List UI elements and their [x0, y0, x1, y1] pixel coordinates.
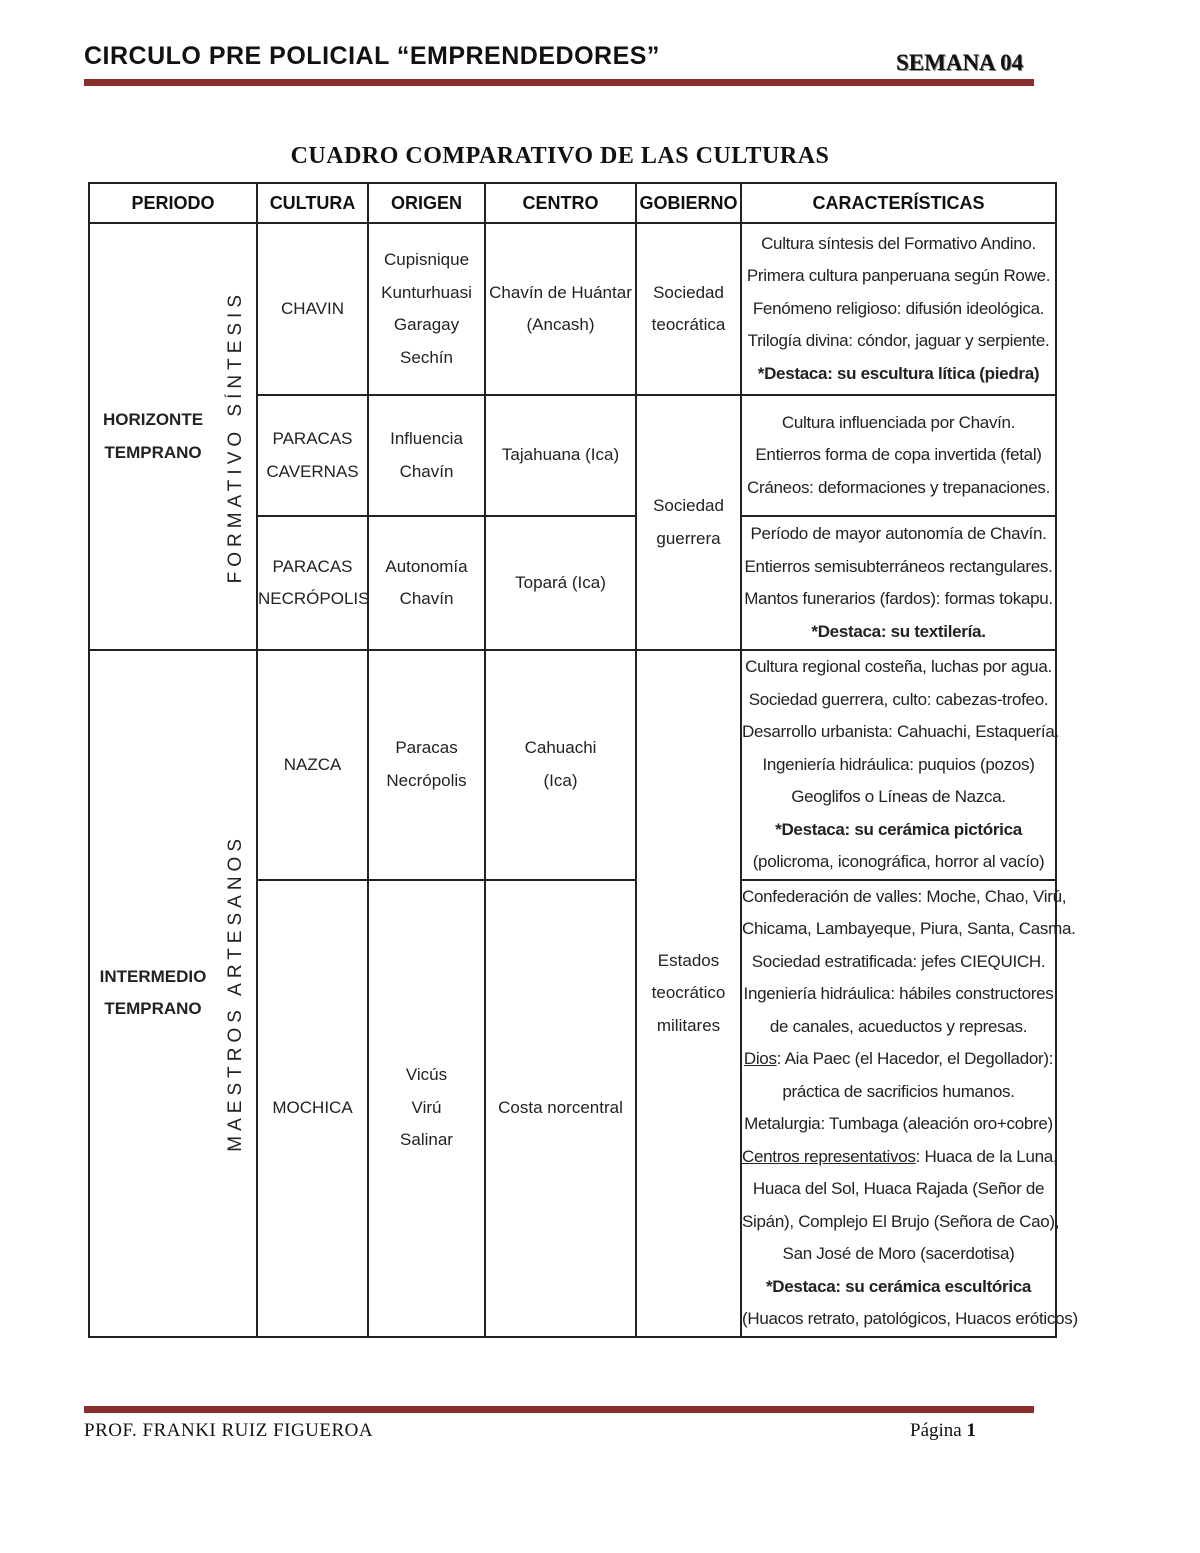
cultura-line: NECRÓPOLIS — [258, 589, 370, 608]
caracteristica-line: Ingeniería hidráulica: hábiles constructores — [743, 984, 1054, 1003]
week-label: SEMANA 04 — [896, 50, 1024, 75]
caracteristicas-cell — [741, 650, 1059, 880]
gobierno-line: Estados — [657, 950, 720, 970]
header-title: CIRCULO PRE POLICIAL “EMPRENDEDORES” — [84, 42, 660, 70]
document-title: CUADRO COMPARATIVO DE LAS CULTURAS — [290, 143, 830, 169]
period-label-line: TEMPRANO — [104, 999, 202, 1019]
caracteristica-line: Primera cultura panperuana según Rowe. — [746, 266, 1051, 286]
caracteristica-line: Confederación de valles: Moche, Chao, Virú, — [742, 886, 1067, 906]
origen-item: Chavín — [399, 461, 454, 481]
caracteristica-line: Mantos funerarios (fardos): formas tokapu. — [744, 589, 1053, 608]
period-label-line: HORIZONTE — [102, 410, 204, 429]
origen-cell — [368, 880, 485, 1337]
caracteristica-highlight: *Destaca: su cerámica pictórica — [775, 819, 1022, 839]
caracteristica-text: : Huaca de la Luna, — [915, 1146, 1058, 1166]
caracteristica-highlight: *Destaca: su cerámica escultórica — [765, 1276, 1032, 1296]
gobierno-cell-paracas — [636, 395, 741, 650]
caracteristica-line: Sipán), Complejo El Brujo (Señora de Cao), — [742, 1211, 1060, 1231]
centro-item: Tajahuana (Ica) — [501, 445, 620, 465]
caracteristica-line: Metalurgia: Tumbaga (aleación oro+cobre) — [744, 1114, 1053, 1133]
vertical-label-cell-intermedio — [216, 650, 257, 1337]
header-divider — [84, 79, 1034, 86]
origen-item: Kunturhuasi — [381, 282, 472, 302]
caracteristica-line: (policroma, iconográfica, horror al vacío) — [752, 852, 1045, 871]
gobierno-line: militares — [656, 1015, 721, 1035]
caracteristicas-cell — [741, 223, 1056, 395]
column-header-gobierno: GOBIERNO — [636, 183, 741, 223]
origen-item: Autonomía — [385, 556, 468, 576]
caracteristica-line: Ingeniería hidráulica: puquios (pozos) — [762, 754, 1035, 774]
gobierno-line: Sociedad — [653, 282, 724, 302]
centro-cell — [485, 650, 636, 880]
gobierno-cell-chavin — [636, 223, 741, 395]
origen-cell — [368, 395, 485, 516]
table-row-nazca — [89, 650, 1056, 880]
caracteristica-line: Huaca del Sol, Huaca Rajada (Señor de — [752, 1179, 1045, 1198]
origen-item: Chavín — [399, 589, 454, 608]
period-label-line: INTERMEDIO — [99, 966, 207, 986]
caracteristica-highlight: *Destaca: su escultura lítica (piedra) — [757, 363, 1040, 383]
caracteristicas-cell — [741, 395, 1056, 516]
underlined-term: Centros representativos — [742, 1146, 916, 1166]
gobierno-line: guerrera — [656, 528, 721, 548]
centro-cell — [485, 223, 636, 395]
cultura-line: PARACAS — [272, 429, 353, 448]
caracteristica-line: de canales, acueductos y represas. — [769, 1016, 1028, 1036]
origen-item: Garagay — [393, 315, 460, 334]
caracteristicas-cell — [741, 516, 1056, 650]
centro-item: Chavín de Huántar — [489, 282, 632, 302]
period-label-line: TEMPRANO — [104, 442, 202, 462]
cultura-line: CAVERNAS — [266, 461, 359, 481]
column-header-origen: ORIGEN — [368, 183, 485, 223]
caracteristica-line: Sociedad guerrera, culto: cabezas-trofeo. — [748, 689, 1049, 709]
centro-item: Cahuachi — [524, 738, 597, 758]
gobierno-line: teocrática — [651, 315, 726, 334]
origen-item: Cupisnique — [383, 250, 470, 269]
origen-item: Sechín — [400, 347, 453, 367]
cultura-cell: NAZCA — [257, 650, 368, 880]
caracteristica-line: Geoglifos o Líneas de Nazca. — [791, 787, 1006, 806]
caracteristica-line: Trilogía divina: cóndor, jaguar y serpiente. — [747, 331, 1050, 351]
origen-cell — [368, 516, 485, 650]
header-row — [89, 183, 1056, 223]
caracteristica-line — [742, 1043, 1055, 1076]
centro-item: Costa norcentral — [498, 1097, 623, 1117]
footer-divider — [84, 1406, 1034, 1413]
caracteristica-text: : Aia Paec (el Hacedor, el Degollador): — [776, 1049, 1054, 1068]
centro-item: Topará (Ica) — [515, 572, 606, 592]
period-cell-intermedio — [89, 650, 216, 1337]
caracteristica-line: Sociedad estratificada: jefes CIEQUICH. — [751, 951, 1046, 971]
gobierno-cell-intermedio — [636, 650, 741, 1337]
column-header-centro: CENTRO — [485, 183, 636, 223]
cultura-cell — [257, 395, 368, 516]
origen-item: Salinar — [400, 1130, 453, 1150]
caracteristica-line: Desarrollo urbanista: Cahuachi, Estaquería. — [742, 722, 1059, 741]
caracteristica-line: San José de Moro (sacerdotisa) — [782, 1244, 1015, 1263]
column-header-cultura: CULTURA — [257, 183, 368, 223]
cultura-cell: MOCHICA — [257, 880, 368, 1337]
footer-author: PROF. FRANKI RUIZ FIGUEROA — [84, 1420, 374, 1441]
caracteristica-line: Cultura influenciada por Chavín. — [781, 412, 1016, 432]
page-label: Página — [910, 1420, 962, 1441]
footer-page — [910, 1420, 976, 1442]
caracteristica-line — [742, 1141, 1058, 1174]
centro-item: (Ancash) — [526, 315, 595, 334]
origen-item: Influencia — [390, 429, 463, 448]
caracteristica-line: (Huacos retrato, patológicos, Huacos eróticos) — [742, 1309, 1078, 1328]
column-header-periodo: PERIODO — [89, 183, 257, 223]
vertical-label: MAESTROS ARTESANOS — [224, 834, 246, 1153]
caracteristicas-cell — [741, 880, 1078, 1337]
origen-item: Paracas — [395, 738, 458, 758]
caracteristica-line: Chicama, Lambayeque, Piura, Santa, Casma. — [742, 919, 1076, 938]
column-header-caracteristicas: CARACTERÍSTICAS — [741, 183, 1056, 223]
period-cell-horizonte — [89, 223, 216, 650]
caracteristica-line: Cultura síntesis del Formativo Andino. — [761, 233, 1036, 253]
caracteristica-line: Entierros forma de copa invertida (fetal) — [755, 445, 1042, 465]
origen-item: Virú — [411, 1097, 442, 1117]
caracteristica-line: Entierros semisubterráneos rectangulares. — [744, 556, 1053, 576]
vertical-label: FORMATIVO SÍNTESIS — [224, 289, 246, 584]
gobierno-line: Sociedad — [653, 496, 724, 515]
cultura-line: PARACAS — [272, 556, 353, 576]
caracteristica-highlight: *Destaca: su textilería. — [811, 621, 986, 641]
caracteristica-line: Cráneos: deformaciones y trepanaciones. — [747, 477, 1050, 497]
origen-item: Vicús — [405, 1065, 448, 1085]
gobierno-line: teocrático — [651, 983, 726, 1002]
caracteristica-line: práctica de sacrificios humanos. — [782, 1081, 1015, 1101]
caracteristica-line: Cultura regional costeña, luchas por agua. — [745, 657, 1052, 676]
centro-item: (Ica) — [543, 770, 578, 790]
vertical-label-cell-horizonte — [216, 223, 257, 650]
centro-cell — [485, 880, 636, 1337]
centro-cell — [485, 516, 636, 650]
caracteristica-line: Período de mayor autonomía de Chavín. — [750, 524, 1047, 543]
caracteristica-line: Fenómeno religioso: difusión ideológica. — [752, 298, 1045, 318]
origen-item: Necrópolis — [386, 770, 467, 790]
underlined-term: Dios — [743, 1049, 777, 1068]
table-row-chavin — [89, 223, 1056, 395]
origen-cell — [368, 223, 485, 395]
comparison-table — [88, 182, 1078, 1338]
cultura-cell — [257, 516, 368, 650]
origen-cell — [368, 650, 485, 880]
page-number: 1 — [966, 1420, 976, 1441]
cultura-cell: CHAVIN — [257, 223, 368, 395]
centro-cell — [485, 395, 636, 516]
